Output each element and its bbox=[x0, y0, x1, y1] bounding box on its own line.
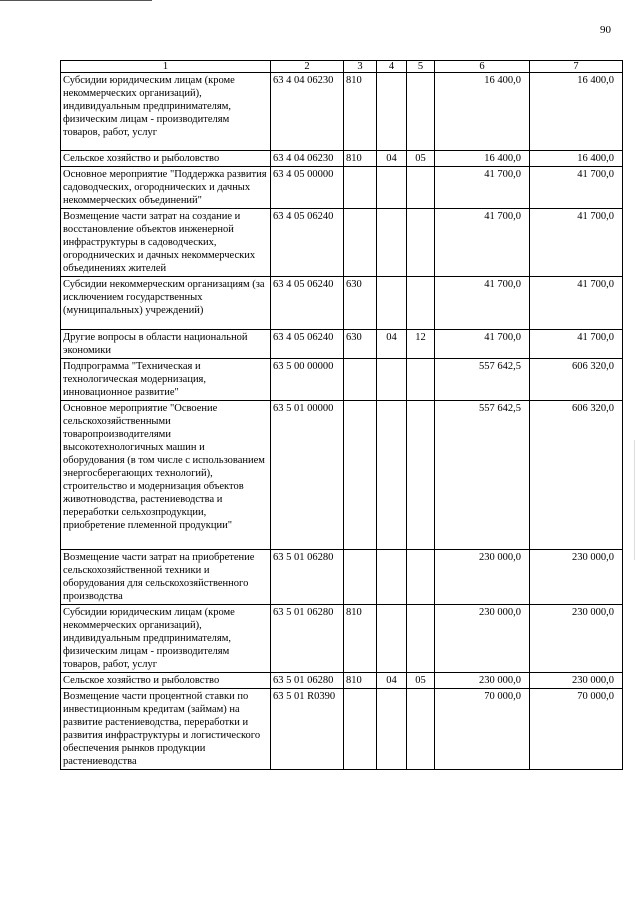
table-cell-vr: 630 bbox=[344, 330, 377, 359]
table-cell-code: 63 4 05 06240 bbox=[271, 330, 344, 359]
table-cell-code: 63 4 05 00000 bbox=[271, 167, 344, 209]
table-cell-pr: 12 bbox=[407, 330, 435, 359]
table-cell-name: Сельское хозяйство и рыболовство bbox=[61, 673, 271, 689]
table-row bbox=[61, 605, 623, 673]
table-cell-vr bbox=[344, 401, 377, 550]
column-header: 6 bbox=[435, 61, 530, 73]
table-row bbox=[61, 689, 623, 770]
table-cell-name: Подпрограмма "Техническая и технологическая модернизация, инновационное развитие" bbox=[61, 359, 271, 401]
table-row bbox=[61, 359, 623, 401]
table-cell-name: Субсидии юридическим лицам (кроме некоммерческих организаций), индивидуальным предпринимателям, физическим лицам - производителям товаров, работ, услуг bbox=[61, 605, 271, 673]
table-cell-v7: 606 320,0 bbox=[530, 359, 623, 401]
table-cell-name: Субсидии некоммерческим организациям (за исключением государственных (муниципальных) учреждений) bbox=[61, 277, 271, 330]
table-cell-pr bbox=[407, 73, 435, 151]
table-cell-rz bbox=[377, 605, 407, 673]
table-cell-code: 63 4 04 06230 bbox=[271, 151, 344, 167]
table-cell-pr bbox=[407, 605, 435, 673]
table-row bbox=[61, 330, 623, 359]
table-cell-code: 63 5 01 00000 bbox=[271, 401, 344, 550]
table-row bbox=[61, 209, 623, 277]
table-cell-name: Сельское хозяйство и рыболовство bbox=[61, 151, 271, 167]
table-cell-pr: 05 bbox=[407, 673, 435, 689]
column-header: 4 bbox=[377, 61, 407, 73]
table-cell-pr bbox=[407, 359, 435, 401]
table-cell-code: 63 4 04 06230 bbox=[271, 73, 344, 151]
table-cell-v6: 41 700,0 bbox=[435, 167, 530, 209]
table-cell-rz bbox=[377, 401, 407, 550]
table-cell-vr: 810 bbox=[344, 673, 377, 689]
table-cell-rz bbox=[377, 277, 407, 330]
table-cell-vr: 810 bbox=[344, 151, 377, 167]
table-cell-name: Другие вопросы в области национальной экономики bbox=[61, 330, 271, 359]
table-cell-code: 63 5 00 00000 bbox=[271, 359, 344, 401]
table-cell-vr bbox=[344, 550, 377, 605]
table-cell-v7: 606 320,0 bbox=[530, 401, 623, 550]
table-cell-rz bbox=[377, 209, 407, 277]
table-cell-pr bbox=[407, 550, 435, 605]
table-cell-rz bbox=[377, 359, 407, 401]
table-cell-rz bbox=[377, 167, 407, 209]
table-cell-v7: 16 400,0 bbox=[530, 73, 623, 151]
table-cell-v6: 16 400,0 bbox=[435, 73, 530, 151]
table-row bbox=[61, 151, 623, 167]
table-cell-vr: 810 bbox=[344, 73, 377, 151]
table-cell-name: Возмещение части процентной ставки по инвестиционным кредитам (займам) на развитие растениеводства, переработки и развития инфраструктуры и логистического обеспечения рынков продукции растениеводства bbox=[61, 689, 271, 770]
edge-mark bbox=[634, 440, 640, 560]
table-cell-code: 63 5 01 06280 bbox=[271, 550, 344, 605]
table-cell-v7: 70 000,0 bbox=[530, 689, 623, 770]
table-cell-v6: 557 642,5 bbox=[435, 401, 530, 550]
table-cell-code: 63 4 05 06240 bbox=[271, 209, 344, 277]
table-cell-v7: 41 700,0 bbox=[530, 167, 623, 209]
table-cell-pr bbox=[407, 277, 435, 330]
budget-table bbox=[60, 60, 623, 770]
table-cell-code: 63 5 01 06280 bbox=[271, 605, 344, 673]
table-cell-pr bbox=[407, 209, 435, 277]
table-cell-v6: 557 642,5 bbox=[435, 359, 530, 401]
table-cell-vr: 630 bbox=[344, 277, 377, 330]
table-cell-rz bbox=[377, 73, 407, 151]
column-header: 3 bbox=[344, 61, 377, 73]
table-cell-v7: 230 000,0 bbox=[530, 605, 623, 673]
table-cell-name: Основное мероприятие "Поддержка развития садоводческих, огороднических и дачных некоммерческих объединений" bbox=[61, 167, 271, 209]
table-cell-pr bbox=[407, 401, 435, 550]
table-cell-rz: 04 bbox=[377, 151, 407, 167]
table-cell-v6: 41 700,0 bbox=[435, 277, 530, 330]
table-cell-name: Основное мероприятие "Освоение сельскохозяйственными товаропроизводителями высокотехнологичных машин и оборудования (в том числе с использованием энергосберегающих технологий), строительство и модернизация объектов животноводства, растениеводства и переработки сельхозпродукции, приобретение племенной продукции" bbox=[61, 401, 271, 550]
table-cell-code: 63 5 01 06280 bbox=[271, 673, 344, 689]
table-cell-v6: 230 000,0 bbox=[435, 673, 530, 689]
table-cell-v6: 16 400,0 bbox=[435, 151, 530, 167]
column-header: 5 bbox=[407, 61, 435, 73]
table-cell-v6: 41 700,0 bbox=[435, 209, 530, 277]
table-cell-v6: 41 700,0 bbox=[435, 330, 530, 359]
table-cell-v7: 41 700,0 bbox=[530, 277, 623, 330]
table-cell-rz: 04 bbox=[377, 330, 407, 359]
table-cell-v7: 41 700,0 bbox=[530, 209, 623, 277]
table-cell-code: 63 5 01 R0390 bbox=[271, 689, 344, 770]
table-cell-rz bbox=[377, 550, 407, 605]
table-header-row bbox=[61, 61, 623, 73]
table-row bbox=[61, 277, 623, 330]
table-row bbox=[61, 550, 623, 605]
table-cell-vr bbox=[344, 167, 377, 209]
column-header: 1 bbox=[61, 61, 271, 73]
table-cell-vr bbox=[344, 359, 377, 401]
table-cell-v6: 230 000,0 bbox=[435, 605, 530, 673]
table-row bbox=[61, 167, 623, 209]
page-number: 90 bbox=[600, 24, 611, 36]
table-cell-name: Возмещение части затрат на создание и восстановление объектов инженерной инфраструктуры в садоводческих, огороднических и дачных некоммерческих объединениях жителей bbox=[61, 209, 271, 277]
table-cell-vr bbox=[344, 689, 377, 770]
table-cell-code: 63 4 05 06240 bbox=[271, 277, 344, 330]
table-cell-pr bbox=[407, 689, 435, 770]
top-rule bbox=[0, 0, 152, 1]
table-cell-vr: 810 bbox=[344, 605, 377, 673]
table-cell-rz bbox=[377, 689, 407, 770]
table-cell-v7: 230 000,0 bbox=[530, 673, 623, 689]
table-cell-v6: 70 000,0 bbox=[435, 689, 530, 770]
table-cell-vr bbox=[344, 209, 377, 277]
table-cell-rz: 04 bbox=[377, 673, 407, 689]
table-cell-v7: 41 700,0 bbox=[530, 330, 623, 359]
table-row bbox=[61, 73, 623, 151]
table-cell-pr bbox=[407, 167, 435, 209]
table-cell-name: Возмещение части затрат на приобретение сельскохозяйственной техники и оборудования для сельскохозяйственного производства bbox=[61, 550, 271, 605]
table-row bbox=[61, 673, 623, 689]
table-cell-v7: 230 000,0 bbox=[530, 550, 623, 605]
table-cell-v7: 16 400,0 bbox=[530, 151, 623, 167]
table-cell-pr: 05 bbox=[407, 151, 435, 167]
table-cell-v6: 230 000,0 bbox=[435, 550, 530, 605]
column-header: 2 bbox=[271, 61, 344, 73]
table-cell-name: Субсидии юридическим лицам (кроме некоммерческих организаций), индивидуальным предпринимателям, физическим лицам - производителям товаров, работ, услуг bbox=[61, 73, 271, 151]
table-row bbox=[61, 401, 623, 550]
column-header: 7 bbox=[530, 61, 623, 73]
